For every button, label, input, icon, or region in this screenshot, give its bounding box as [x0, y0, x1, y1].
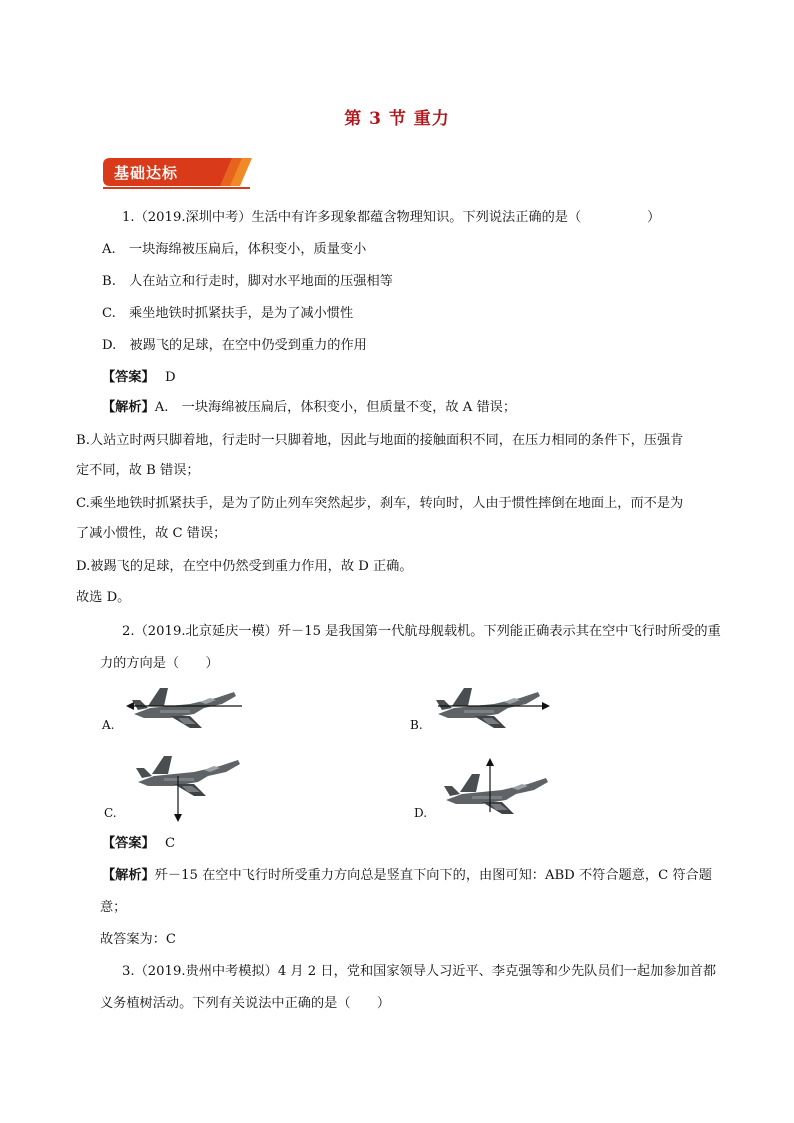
jet-arrow-right-figure — [432, 682, 552, 732]
q3-stem-line2: 义务植树活动。下列有关说法中正确的是（ ） — [100, 996, 391, 1011]
q1-answer — [102, 368, 176, 388]
q2-answer — [102, 834, 175, 854]
analysis-text: 歼－15 在空中飞行时所受重力方向总是竖直下向下的，由图可知：ABD 不符合题意，C 符合题 — [154, 868, 712, 883]
analysis-label: 【解析】 — [102, 400, 155, 415]
q2-option-b-label: B. — [410, 718, 423, 732]
q1-analysis-line: 了减小惯性，故 C 错误； — [76, 526, 227, 541]
jet-arrow-up-figure — [440, 756, 560, 820]
q1-option-a: A. 一块海绵被压扁后，体积变小，质量变小 — [102, 242, 367, 257]
q1-analysis-line: C.乘坐地铁时抓紧扶手，是为了防止列车突然起步，刹车，转向时，人由于惯性摔倒在地面上，而不是为 — [76, 496, 684, 511]
q1-stem: 1.（2019.深圳中考）生活中有许多现象都蕴含物理知识。下列说法正确的是（ ） — [122, 210, 661, 225]
banner-label: 基础达标 — [114, 164, 179, 182]
q2-conclusion: 故答案为：C — [100, 932, 177, 947]
q2-option-d-label: D. — [414, 806, 428, 820]
q1-option-b: B. 人在站立和行走时，脚对水平地面的压强相等 — [102, 274, 393, 289]
q1-analysis-line: 定不同，故 B 错误； — [76, 463, 200, 478]
q1-analysis-first — [102, 398, 516, 418]
q2-option-a-label: A. — [102, 718, 115, 732]
q2-analysis-first — [102, 866, 712, 886]
analysis-label: 【解析】 — [102, 868, 155, 883]
jet-arrow-left-figure — [124, 682, 244, 732]
jet-arrow-down-figure — [130, 748, 250, 824]
answer-value: D — [164, 370, 176, 385]
page-title: 第 3 节 重力 — [344, 109, 450, 129]
answer-label: 【答案】 — [102, 836, 155, 851]
q1-analysis-line: B.人站立时两只脚着地，行走时一只脚着地，因此与地面的接触面积不同，在压力相同的条件下，压强肯 — [76, 433, 684, 448]
answer-value: C — [164, 836, 176, 851]
section-banner — [100, 152, 260, 192]
q1-conclusion: 故选 D。 — [76, 590, 131, 605]
analysis-text: A. 一块海绵被压扁后，体积变小，但质量不变，故 A 错误； — [154, 400, 517, 415]
q2-stem: 2.（2019.北京延庆一模）歼－15 是我国第一代航母舰载机。下列能正确表示其在空中飞行时所受的重 — [122, 624, 721, 639]
q3-stem: 3.（2019.贵州中考模拟）4 月 2 日，党和国家领导人习近平、李克强等和少先队员们一起加参加首都 — [122, 964, 717, 979]
answer-label: 【答案】 — [102, 370, 155, 385]
q2-option-c-label: C. — [104, 806, 117, 820]
q1-analysis-line: D.被踢飞的足球，在空中仍然受到重力作用，故 D 正确。 — [76, 559, 413, 574]
q1-option-d: D. 被踢飞的足球，在空中仍受到重力的作用 — [102, 338, 367, 353]
q1-option-c: C. 乘坐地铁时抓紧扶手，是为了减小惯性 — [102, 306, 354, 321]
q2-stem-line2: 力的方向是（ ） — [100, 656, 219, 671]
q2-analysis-line: 意； — [100, 900, 127, 915]
